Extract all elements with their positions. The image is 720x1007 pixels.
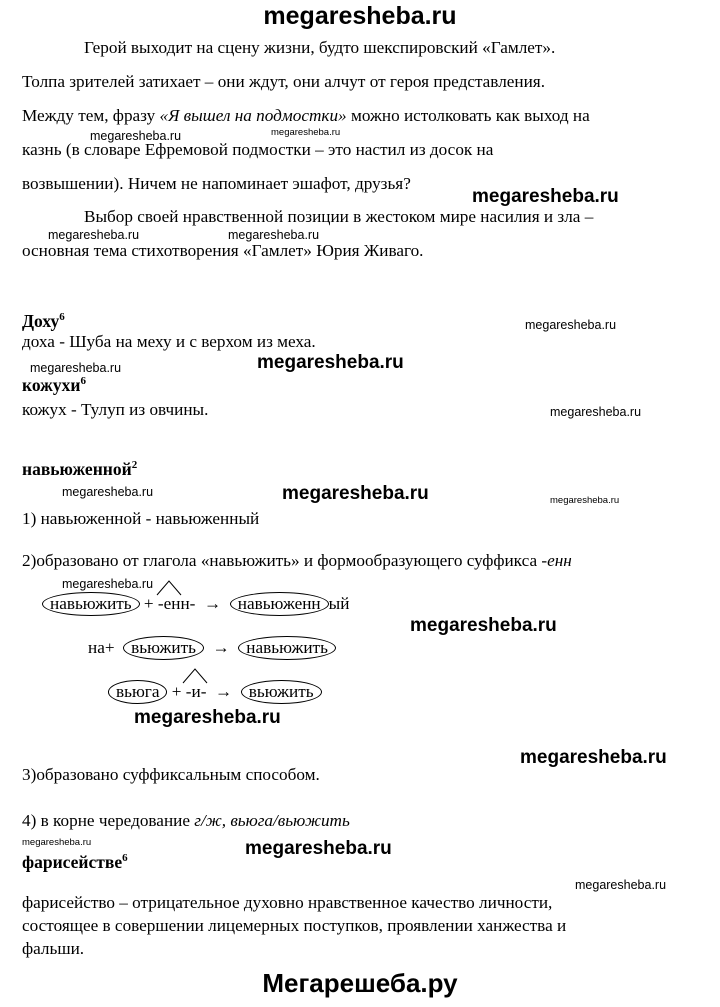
watermark: megaresheba.ru [410, 615, 557, 636]
entry-farisey-term: фарисействе$^6$ [22, 852, 128, 872]
watermark: megaresheba.ru [228, 228, 320, 242]
watermark: megaresheba.ru [550, 405, 642, 419]
quote-podmostki: «Я вышел на подмостки» [159, 106, 347, 125]
intro-line-5: возвышении). Ничем не напоминает эшафот, друзья? [22, 174, 411, 193]
watermark: megaresheba.ru [282, 483, 429, 504]
watermark: megaresheba.ru [62, 485, 154, 499]
watermark: megaresheba.ru [472, 186, 619, 207]
entry-farisey-definition-2: состоящее в совершении лицемерных поступков, проявлении ханжества и [22, 916, 567, 935]
scheme-row-3: вьюга + -и- → вьюжить [108, 680, 322, 704]
entry-farisey-definition-3: фальши. [22, 939, 85, 958]
scheme-oval: навьюжить [238, 636, 336, 660]
watermark: megaresheba.ru [575, 878, 667, 892]
entry-navyuzh-term: навьюженной$^2$ [22, 459, 138, 479]
scheme-row-1: навьюжить + -енн- → навьюженн ый [42, 592, 349, 616]
arrow-right-icon: → [212, 638, 230, 657]
intro-line-7: основная тема стихотворения «Гамлет» Юрия Живаго. [22, 241, 424, 260]
scheme-oval: навьюженн [230, 592, 329, 616]
intro-line-6: Выбор своей нравственной позиции в жестоком мире насилия и зла – [84, 207, 594, 226]
entry-farisey-definition-1: фарисейство – отрицательное духовно нравственное качество личности, [22, 893, 553, 912]
intro-paragraph-1 [22, 31, 688, 201]
entry-navyuzh-point-2: 2)образовано от глагола «навьюжить» и формообразующего суффикса -енн [22, 551, 572, 570]
entry-navyuzh-point-4: 4) в корне чередование г/ж, вьюга/вьюжить [22, 811, 350, 830]
watermark: megaresheba.ru [550, 495, 620, 506]
watermark: megaresheba.ru [30, 361, 122, 375]
watermark: megaresheba.ru [48, 228, 140, 242]
entry-kozhukhi-definition: кожух - Тулуп из овчины. [22, 400, 209, 419]
watermark: megaresheba.ru [62, 577, 154, 591]
scheme-oval: вьюжить [241, 680, 322, 704]
watermark: megaresheba.ru [22, 837, 92, 848]
entry-navyuzh-point-3: 3)образовано суффиксальным способом. [22, 765, 320, 784]
watermark: megaresheba.ru [271, 127, 341, 138]
entry-dokhu-definition: доха - Шуба на меху и с верхом из меха. [22, 332, 316, 351]
entry-navyuzh-point-1: 1) навьюженной - навьюженный [22, 509, 260, 528]
watermark: megaresheba.ru [520, 747, 667, 768]
site-header[interactable]: megaresheba.ru [263, 2, 457, 30]
entry-kozhukhi-term: кожухи$^6$ [22, 375, 86, 395]
scheme-oval: навьюжить [42, 592, 140, 616]
intro-line-4: казнь (в словаре Ефремовой подмостки – это настил из досок на [22, 140, 494, 159]
site-footer[interactable]: Мегарешеба.ру [262, 968, 458, 998]
watermark: megaresheba.ru [90, 129, 182, 143]
intro-line-2: Толпа зрителей затихает – они ждут, они алчут от героя представления. [22, 72, 545, 91]
scheme-row-2: на+ вьюжить → навьюжить [88, 636, 336, 660]
scheme-oval: вьюжить [123, 636, 204, 660]
watermark: megaresheba.ru [525, 318, 617, 332]
scheme-oval: вьюга [108, 680, 167, 704]
arrow-right-icon: → [203, 594, 222, 613]
intro-line-3: Между тем, фразу «Я вышел на подмостки» можно истолковать как выход на [22, 106, 590, 125]
watermark: megaresheba.ru [134, 707, 281, 728]
watermark: megaresheba.ru [257, 352, 404, 373]
arrow-right-icon: → [215, 682, 233, 701]
watermark: megaresheba.ru [245, 838, 392, 859]
entry-dokhu-term: Доху$^6$ [22, 311, 65, 331]
intro-line-1: Герой выходит на сцену жизни, будто шекспировский «Гамлет». [84, 38, 556, 57]
